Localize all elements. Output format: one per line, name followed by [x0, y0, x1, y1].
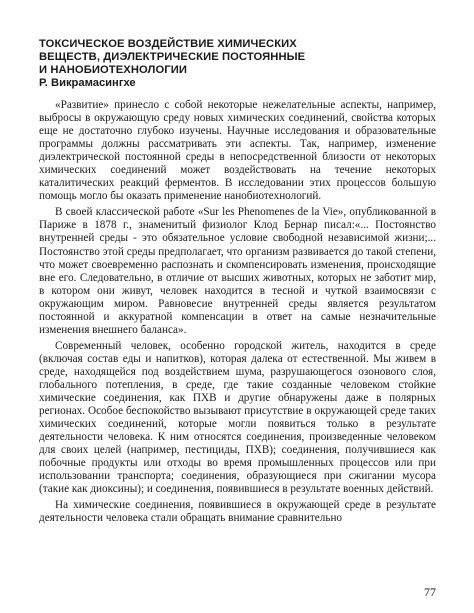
paragraph: На химические соединения, появившиеся в окружающей среде в результате деятельности человека стали обращать внимание сравнительно — [39, 499, 436, 525]
title-line: ТОКСИЧЕСКОЕ ВОЗДЕЙСТВИЕ ХИМИЧЕСКИХ — [39, 38, 297, 50]
page-number: 77 — [424, 585, 436, 599]
paragraph: Современный человек, особенно городской житель, находится в среде (включая состав еды и напитков), которая далека от естественной. Мы живем в среде, находящейся под воздействием шума, разрушающегося озонового слоя, глобального потепления, в среде, где такие созданные человеком стойкие химические соединения, как ПХВ и другие обнаружены даже в полярных регионах. Особое беспокойство вызывают присутствие в окружающей среде таких химических соединений, которые могли появиться только в результате деятельности человека. К ним относятся соединения, произведенные человеком для своих целей (например, пестициды, ПХВ); соединения, получившиеся как побочные продукты или отходы во время промышленных процессов или при использовании транспорта; соединения, образующиеся при сжигании мусора (такие как диоксины); и соединения, появившиеся в результате военных действий. — [39, 339, 436, 496]
article-author: Р. Викрамасингхе — [39, 77, 136, 89]
paragraph: «Развитие» принесло с собой некоторые нежелательные аспекты, например, выбросы в окружающую среду новых химических соединений, свойства которых еще не достаточно глубоко изучены. Научные исследования и образовательные программы должны рассматривать эти аспекты. Так, например, изменение диэлектрической постоянной среды в непосредственной близости от некоторых химических соединений может воздействовать на течение некоторых каталитических реакций ферментов. В исследовании этих процессов большую помощь могло бы оказать применение нанобиотехнологий. — [39, 99, 436, 203]
title-line: ВЕЩЕСТВ, ДИЭЛЕКТРИЧЕСКИЕ ПОСТОЯННЫЕ — [39, 51, 306, 63]
paragraph: В своей классической работе «Sur les Phenomenes de la Vie», опубликованной в Париже в 1878 г., знаменитый физиолог Клод Бернар писал:«... Постоянство внутренней среды - это обязательное условие свободной независимой жизни;... Постоянство этой среды предполагает, что организм развивается до такой степени, что может своевременно распознать и скомпенсировать изменения, происходящие вне его. Следовательно, в отличие от высших животных, которых не заботит мир, в котором они живут, человек находится в тесной и чуткой взаимосвязи с окружающим миром. Равновесие внутренней среды является результатом постоянной и аккуратной компенсации в ответ на самые незначительные изменения внешнего баланса». — [39, 206, 436, 336]
article-body — [39, 99, 436, 526]
title-line: И НАНОБИОТЕХНОЛОГИИ — [39, 64, 188, 76]
article-title — [39, 38, 436, 77]
